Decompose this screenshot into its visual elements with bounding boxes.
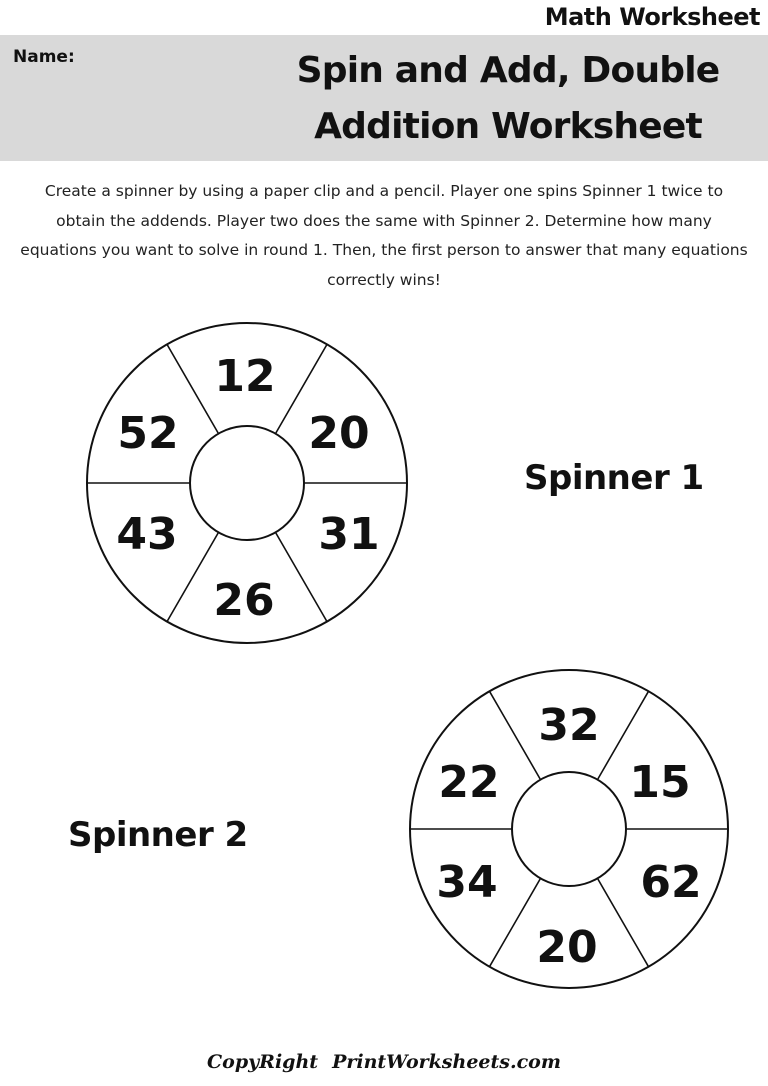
footer-copyright (0, 1051, 768, 1073)
spinner-1-label: Spinner 1 (524, 458, 704, 498)
spinner-1 (85, 321, 409, 645)
spinner-2 (407, 667, 731, 991)
spinner-1-segment-lower-left: 43 (116, 509, 178, 560)
spinner-2-segment-lower-right: 62 (640, 857, 702, 908)
spinner-2-segment-bottom: 20 (536, 922, 598, 973)
spinner-1-segment-upper-left: 52 (117, 408, 179, 459)
spinner-2-segment-upper-right: 15 (629, 757, 691, 808)
title-line-2: Addition Worksheet (314, 106, 702, 147)
spinner-1-hub (190, 426, 304, 540)
spinner-2-hub (512, 772, 626, 886)
instructions-text: Create a spinner by using a paper clip and a pencil. Player one spins Spinner 1 twice to obtain the addends. Player two does the same with Spinner 2. Determine how many equations you want to solve in round 1. Then, the first person to answer that many equations correctly wins! (20, 182, 748, 289)
spinner-1-segment-bottom: 26 (213, 575, 275, 626)
spinner-2-segment-lower-left: 34 (436, 857, 498, 908)
header-band (0, 35, 768, 161)
copyright-label: CopyRight (207, 1051, 319, 1073)
spinner-1-segment-top: 12 (214, 351, 276, 402)
spinner-1-wheel (85, 321, 409, 645)
site-name: PrintWorksheets.com (332, 1051, 561, 1073)
spinner-2-segment-upper-left: 22 (438, 757, 500, 808)
title-line-1: Spin and Add, Double (296, 50, 720, 91)
spinner-2-segment-top: 32 (538, 700, 600, 751)
page-title (248, 43, 768, 155)
name-label: Name: (13, 47, 75, 67)
spinner-1-segment-upper-right: 20 (308, 408, 370, 459)
worksheet-category: Math Worksheet (544, 3, 760, 31)
spinner-2-label: Spinner 2 (68, 815, 248, 855)
spinner-2-wheel (407, 667, 731, 991)
spinner-1-segment-lower-right: 31 (318, 509, 380, 560)
